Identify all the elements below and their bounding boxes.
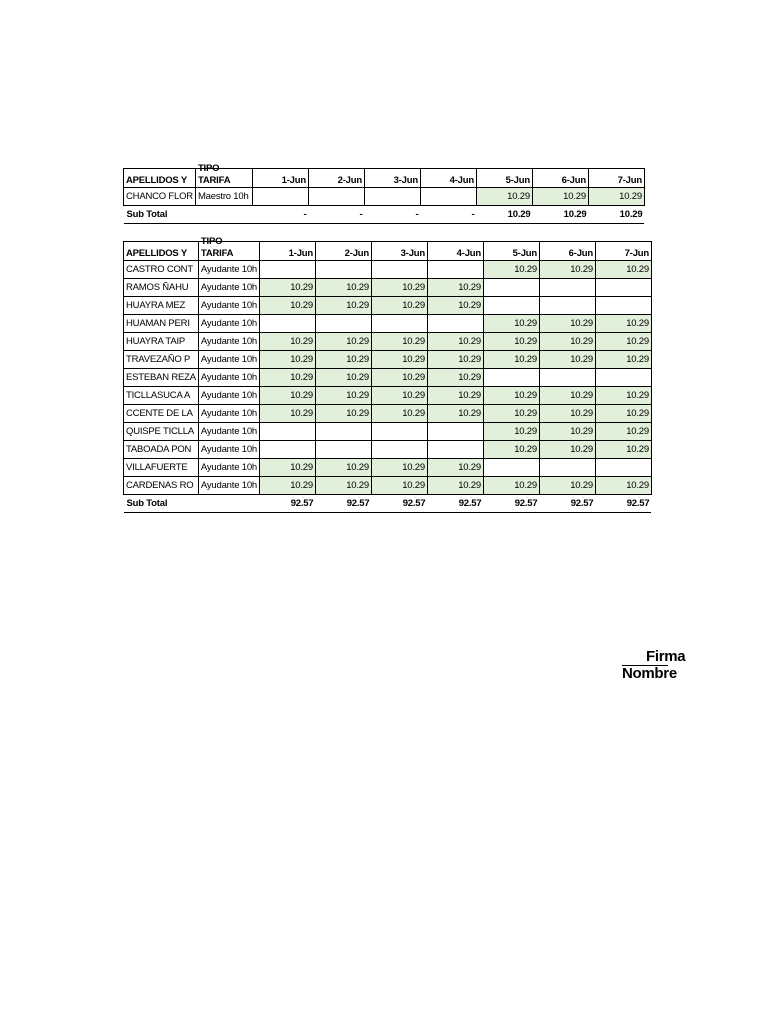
signature-firma-label: Firma	[646, 648, 686, 665]
header-day: 6-Jun	[532, 169, 588, 188]
header-tarifa	[195, 163, 252, 188]
value-cell[interactable]: 10.29	[315, 405, 371, 423]
value-cell[interactable]	[371, 315, 427, 333]
value-cell[interactable]: 10.29	[588, 188, 644, 206]
value-cell[interactable]: 10.29	[595, 477, 651, 495]
subtotal-value: 92.57	[371, 495, 427, 513]
value-cell[interactable]: 10.29	[595, 441, 651, 459]
value-cell[interactable]: 10.29	[539, 351, 595, 369]
value-cell[interactable]	[259, 423, 315, 441]
value-cell[interactable]: 10.29	[427, 333, 483, 351]
header-apellidos: APELLIDOS Y	[124, 169, 196, 188]
header-day: 2-Jun	[315, 242, 371, 261]
tarifa-cell[interactable]: Ayudante 10h	[198, 459, 259, 477]
value-cell[interactable]	[371, 423, 427, 441]
header-day: 7-Jun	[588, 169, 644, 188]
value-cell[interactable]: 10.29	[539, 387, 595, 405]
worker-name-cell[interactable]: QUISPE TICLLA	[124, 423, 199, 441]
value-cell[interactable]: 10.29	[532, 188, 588, 206]
header-day: 4-Jun	[427, 242, 483, 261]
worker-name-cell[interactable]: CCENTE DE LA	[124, 405, 199, 423]
value-cell[interactable]: 10.29	[315, 279, 371, 297]
value-cell[interactable]: 10.29	[539, 423, 595, 441]
worker-name-cell[interactable]: TABOADA PON	[124, 441, 199, 459]
tarifa-cell[interactable]: Ayudante 10h	[198, 369, 259, 387]
value-cell[interactable]: 10.29	[427, 459, 483, 477]
value-cell[interactable]: 10.29	[315, 459, 371, 477]
subtotal-value: -	[252, 206, 308, 224]
header-row	[124, 169, 645, 188]
value-cell[interactable]	[539, 279, 595, 297]
tarifa-cell[interactable]: Maestro 10h	[195, 188, 252, 206]
value-cell[interactable]	[315, 315, 371, 333]
value-cell[interactable]: 10.29	[539, 441, 595, 459]
value-cell[interactable]: 10.29	[539, 477, 595, 495]
header-tarifa	[198, 236, 259, 261]
tarifa-cell[interactable]: Ayudante 10h	[198, 441, 259, 459]
value-cell[interactable]: 10.29	[315, 369, 371, 387]
worker-name-cell[interactable]: HUAMAN PERI	[124, 315, 199, 333]
value-cell[interactable]: 10.29	[539, 405, 595, 423]
table-row	[124, 405, 652, 423]
tarifa-cell[interactable]: Ayudante 10h	[198, 279, 259, 297]
table-row	[124, 387, 652, 405]
tarifa-cell[interactable]: Ayudante 10h	[198, 387, 259, 405]
value-cell[interactable]	[259, 441, 315, 459]
value-cell[interactable]	[427, 261, 483, 279]
value-cell[interactable]: 10.29	[483, 405, 539, 423]
value-cell[interactable]	[371, 441, 427, 459]
header-day: 2-Jun	[308, 169, 364, 188]
header-day: 3-Jun	[364, 169, 420, 188]
worker-name-cell[interactable]: CASTRO CONT	[124, 261, 199, 279]
value-cell[interactable]: 10.29	[595, 315, 651, 333]
subtotal-value: 10.29	[588, 206, 644, 224]
worker-name-cell[interactable]: TICLLASUCA A	[124, 387, 199, 405]
table-row	[124, 423, 652, 441]
worker-name-cell[interactable]: VILLAFUERTE	[124, 459, 199, 477]
value-cell[interactable]: 10.29	[483, 333, 539, 351]
table-row	[124, 477, 652, 495]
header-day: 5-Jun	[483, 242, 539, 261]
value-cell[interactable]	[315, 423, 371, 441]
subtotal-value: -	[308, 206, 364, 224]
value-cell[interactable]: 10.29	[371, 369, 427, 387]
value-cell[interactable]: 10.29	[483, 423, 539, 441]
tarifa-cell[interactable]: Ayudante 10h	[198, 423, 259, 441]
value-cell[interactable]: 10.29	[427, 387, 483, 405]
worker-name-cell[interactable]: CARDENAS RO	[124, 477, 199, 495]
value-cell[interactable]: 10.29	[483, 351, 539, 369]
subtotal-value: 92.57	[427, 495, 483, 513]
value-cell[interactable]: 10.29	[259, 459, 315, 477]
tarifa-cell[interactable]: Ayudante 10h	[198, 315, 259, 333]
value-cell[interactable]: 10.29	[371, 459, 427, 477]
value-cell[interactable]	[595, 369, 651, 387]
header-day: 1-Jun	[252, 169, 308, 188]
table-row	[124, 261, 652, 279]
value-cell[interactable]: 10.29	[315, 387, 371, 405]
value-cell[interactable]: 10.29	[483, 387, 539, 405]
subtotal-value: 92.57	[539, 495, 595, 513]
value-cell[interactable]	[420, 188, 476, 206]
value-cell[interactable]: 10.29	[371, 477, 427, 495]
table-row	[124, 297, 652, 315]
value-cell[interactable]	[539, 297, 595, 315]
table-row	[124, 188, 645, 206]
header-day: 3-Jun	[371, 242, 427, 261]
table-row	[124, 333, 652, 351]
value-cell[interactable]	[427, 441, 483, 459]
value-cell[interactable]	[595, 279, 651, 297]
value-cell[interactable]: 10.29	[371, 297, 427, 315]
header-day: 6-Jun	[539, 242, 595, 261]
value-cell[interactable]	[315, 441, 371, 459]
worker-name-cell[interactable]: TRAVEZAÑO P	[124, 351, 199, 369]
value-cell[interactable]: 10.29	[259, 387, 315, 405]
value-cell[interactable]	[483, 459, 539, 477]
value-cell[interactable]: 10.29	[483, 441, 539, 459]
value-cell[interactable]: 10.29	[427, 297, 483, 315]
subtotal-row	[124, 206, 645, 224]
tarifa-cell[interactable]: Ayudante 10h	[198, 297, 259, 315]
value-cell[interactable]	[371, 261, 427, 279]
subtotal-value: 10.29	[476, 206, 532, 224]
table-row	[124, 459, 652, 477]
value-cell[interactable]: 10.29	[595, 423, 651, 441]
value-cell[interactable]: 10.29	[371, 279, 427, 297]
value-cell[interactable]: 10.29	[427, 279, 483, 297]
header-tipo: TIPO	[200, 236, 223, 247]
worker-name-cell[interactable]: HUAYRA TAIP	[124, 333, 199, 351]
value-cell[interactable]	[259, 315, 315, 333]
subtotal-value: 92.57	[315, 495, 371, 513]
value-cell[interactable]	[259, 261, 315, 279]
table-row	[124, 369, 652, 387]
worker-name-cell[interactable]: RAMOS ÑAHU	[124, 279, 199, 297]
table-row	[124, 279, 652, 297]
subtotal-value: 92.57	[483, 495, 539, 513]
subtotal-value: -	[364, 206, 420, 224]
subtotal-value: 92.57	[595, 495, 651, 513]
value-cell[interactable]: 10.29	[315, 351, 371, 369]
value-cell[interactable]: 10.29	[539, 261, 595, 279]
table-ayudantes	[123, 236, 652, 513]
header-tipo: TIPO	[197, 163, 220, 174]
value-cell[interactable]: 10.29	[427, 369, 483, 387]
table-maestros	[123, 163, 645, 224]
subtotal-row	[124, 495, 652, 513]
header-tarifa-label: TARIFA	[200, 248, 234, 259]
subtotal-value: -	[420, 206, 476, 224]
header-apellidos: APELLIDOS Y	[124, 242, 199, 261]
value-cell[interactable]	[252, 188, 308, 206]
value-cell[interactable]: 10.29	[427, 351, 483, 369]
value-cell[interactable]: 10.29	[371, 351, 427, 369]
tarifa-cell[interactable]: Ayudante 10h	[198, 333, 259, 351]
value-cell[interactable]: 10.29	[427, 477, 483, 495]
value-cell[interactable]	[308, 188, 364, 206]
table-row	[124, 441, 652, 459]
tarifa-cell[interactable]: Ayudante 10h	[198, 477, 259, 495]
value-cell[interactable]: 10.29	[476, 188, 532, 206]
subtotal-label: Sub Total	[124, 206, 253, 224]
value-cell[interactable]	[539, 459, 595, 477]
value-cell[interactable]: 10.29	[427, 405, 483, 423]
value-cell[interactable]	[595, 459, 651, 477]
header-day: 5-Jun	[476, 169, 532, 188]
value-cell[interactable]	[483, 369, 539, 387]
value-cell[interactable]	[595, 297, 651, 315]
table-row	[124, 315, 652, 333]
value-cell[interactable]: 10.29	[595, 387, 651, 405]
value-cell[interactable]: 10.29	[371, 387, 427, 405]
value-cell[interactable]: 10.29	[371, 333, 427, 351]
worker-name-cell[interactable]: CHANCO FLOR	[124, 188, 196, 206]
value-cell[interactable]: 10.29	[259, 351, 315, 369]
value-cell[interactable]	[427, 423, 483, 441]
value-cell[interactable]	[364, 188, 420, 206]
value-cell[interactable]: 10.29	[259, 477, 315, 495]
value-cell[interactable]	[483, 297, 539, 315]
value-cell[interactable]: 10.29	[315, 297, 371, 315]
value-cell[interactable]	[539, 369, 595, 387]
table-row	[124, 351, 652, 369]
subtotal-value: 92.57	[259, 495, 315, 513]
value-cell[interactable]: 10.29	[259, 369, 315, 387]
value-cell[interactable]: 10.29	[483, 477, 539, 495]
tarifa-cell[interactable]: Ayudante 10h	[198, 261, 259, 279]
value-cell[interactable]: 10.29	[259, 405, 315, 423]
value-cell[interactable]: 10.29	[483, 261, 539, 279]
value-cell[interactable]	[315, 261, 371, 279]
header-day: 7-Jun	[595, 242, 651, 261]
worker-name-cell[interactable]: ESTEBAN REZA	[124, 369, 199, 387]
header-tarifa-label: TARIFA	[197, 175, 231, 186]
value-cell[interactable]: 10.29	[371, 405, 427, 423]
subtotal-value: 10.29	[532, 206, 588, 224]
value-cell[interactable]: 10.29	[595, 333, 651, 351]
header-day: 1-Jun	[259, 242, 315, 261]
tarifa-cell[interactable]: Ayudante 10h	[198, 351, 259, 369]
value-cell[interactable]: 10.29	[595, 405, 651, 423]
signature-nombre-label: Nombre	[622, 665, 677, 682]
value-cell[interactable]: 10.29	[315, 477, 371, 495]
value-cell[interactable]: 10.29	[315, 333, 371, 351]
value-cell[interactable]: 10.29	[259, 297, 315, 315]
value-cell[interactable]: 10.29	[539, 333, 595, 351]
header-row	[124, 242, 652, 261]
value-cell[interactable]	[483, 279, 539, 297]
value-cell[interactable]: 10.29	[595, 261, 651, 279]
value-cell[interactable]: 10.29	[483, 315, 539, 333]
worker-name-cell[interactable]: HUAYRA MEZ	[124, 297, 199, 315]
tarifa-cell[interactable]: Ayudante 10h	[198, 405, 259, 423]
subtotal-label: Sub Total	[124, 495, 260, 513]
value-cell[interactable]: 10.29	[259, 333, 315, 351]
value-cell[interactable]: 10.29	[539, 315, 595, 333]
value-cell[interactable]: 10.29	[595, 351, 651, 369]
value-cell[interactable]	[427, 315, 483, 333]
header-day: 4-Jun	[420, 169, 476, 188]
value-cell[interactable]: 10.29	[259, 279, 315, 297]
